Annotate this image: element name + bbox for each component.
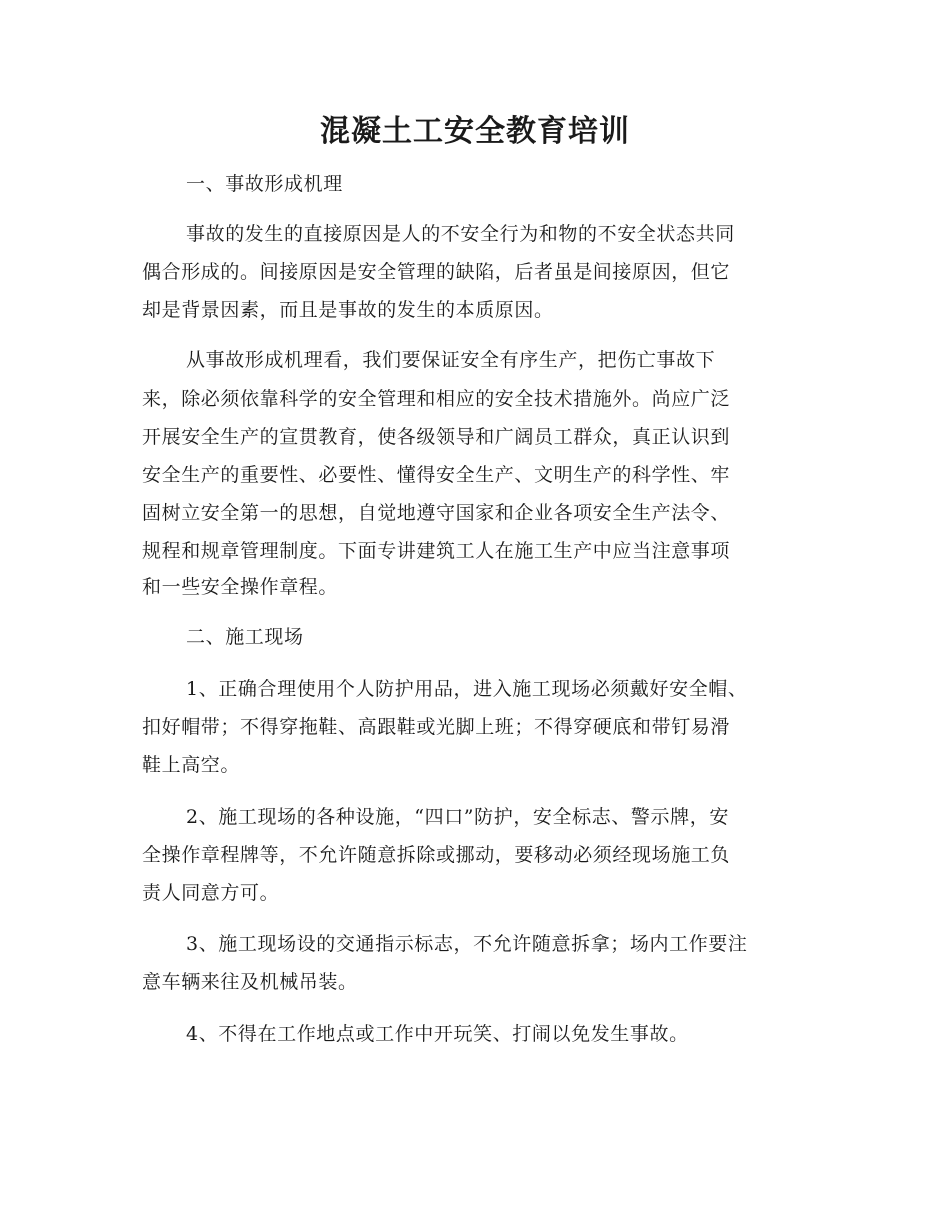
paragraph-line: 偶合形成的。间接原因是安全管理的缺陷，后者虽是间接原因，但它: [142, 261, 731, 283]
section-heading-construction-site: 二、施工现场: [186, 626, 304, 648]
list-item-line: 3、施工现场设的交通指示标志，不允许随意拆拿；场内工作要注: [186, 933, 748, 955]
paragraph-line: 却是背景因素，而且是事故的发生的本质原因。: [142, 299, 554, 321]
list-item-line: 扣好帽带；不得穿拖鞋、高跟鞋或光脚上班；不得穿硬底和带钉易滑: [142, 716, 731, 738]
paragraph-line: 和一些安全操作章程。: [142, 576, 339, 598]
paragraph-line: 开展安全生产的宣贯教育，使各级领导和广阔员工群众，真正认识到: [142, 426, 731, 448]
list-item-line: 鞋上高空。: [142, 754, 241, 776]
paragraph-line: 事故的发生的直接原因是人的不安全行为和物的不安全状态共同: [186, 223, 735, 245]
list-item-line: 意车辆来往及机械吊装。: [142, 971, 358, 993]
paragraph-line: 安全生产的重要性、必要性、懂得安全生产、文明生产的科学性、牢: [142, 464, 731, 486]
paragraph-line: 固树立安全第一的思想，自觉地遵守国家和企业各项安全生产法令、: [142, 502, 731, 524]
paragraph-line: 规程和规章管理制度。下面专讲建筑工人在施工生产中应当注意事项: [142, 540, 731, 562]
document-title: 混凝土工安全教育培训: [320, 114, 630, 149]
list-item-line: 全操作章程牌等，不允许随意拆除或挪动，要移动必须经现场施工负: [142, 844, 731, 866]
list-item-line: 1、正确合理使用个人防护用品，进入施工现场必须戴好安全帽、: [186, 678, 748, 700]
list-item-line: 责人同意方可。: [142, 882, 280, 904]
paragraph-line: 从事故形成机理看，我们要保证安全有序生产，把伤亡事故下: [186, 349, 716, 371]
list-item-line: 4、不得在工作地点或工作中开玩笑、打闹以免发生事故。: [186, 1023, 689, 1045]
paragraph-line: 来，除必须依靠科学的安全管理和相应的安全技术措施外。尚应广泛: [142, 388, 731, 410]
section-heading-accident-mechanism: 一、事故形成机理: [186, 173, 343, 195]
list-item-line: 2、施工现场的各种设施，“四口”防护，安全标志、警示牌，安: [186, 806, 729, 828]
